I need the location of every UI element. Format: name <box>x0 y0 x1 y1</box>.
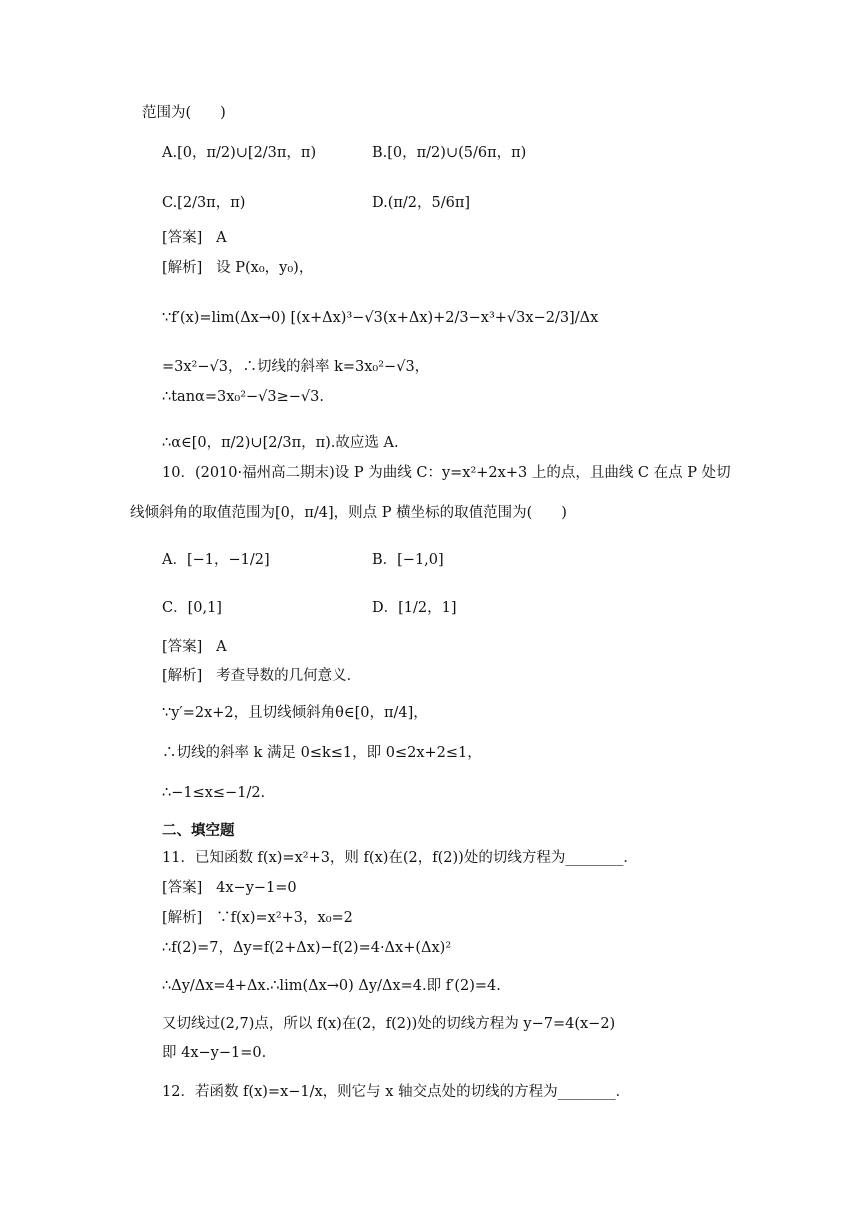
q11-step-tangent: 又切线过(2,7)点，所以 f(x)在(2，f(2))处的切线方程为 y−7=4(x−2) <box>162 1016 616 1032</box>
answer-label: [答案] <box>162 880 203 896</box>
analysis-step: ∵f(x)=x²+3，x₀=2 <box>216 910 353 926</box>
analysis-label: [解析] <box>162 668 203 684</box>
q11-analysis-row <box>162 908 353 928</box>
q9-option-d: D.(π/2，5/6π] <box>372 195 471 211</box>
q12-stem: 12．若函数 f(x)=x−1/x，则它与 x 轴交点处的切线的方程为________． <box>162 1084 631 1100</box>
q10-stem-line2: 线倾斜角的取值范围为[0，π/4]，则点 P 横坐标的取值范围为( ) <box>130 505 567 521</box>
answer-value: 4x−y−1=0 <box>216 880 297 896</box>
q9-analysis-row <box>162 258 313 278</box>
q11-step-limit: ∴Δy/Δx=4+Δx.∴lim(Δx→0) Δy/Δx=4.即 f′(2)=4. <box>162 978 501 994</box>
q10-option-d: D．[1/2，1] <box>372 600 457 616</box>
analysis-step: 设 P(x₀，y₀)， <box>216 260 314 276</box>
q9-option-a: A.[0，π/2)∪[2/3π，π) <box>162 145 317 161</box>
q10-option-c: C．[0,1] <box>162 600 222 616</box>
q11-step-result: 即 4x−y−1=0. <box>162 1045 267 1061</box>
answer-value: A <box>216 230 227 246</box>
q10-step-slope: ∴切线的斜率 k 满足 0≤k≤1，即 0≤2x+2≤1， <box>162 745 482 761</box>
q10-stem-line1: 10．(2010·福州高二期末)设 P 为曲线 C：y=x²+2x+3 上的点，且曲线 C 在点 P 处切 <box>162 465 731 481</box>
q9-step-tan: ∴tanα=3x₀²−√3≥−√3. <box>162 389 324 405</box>
q9-option-b: B.[0，π/2)∪(5/6π，π) <box>372 145 527 161</box>
q10-step-derivative: ∵y′=2x+2，且切线倾斜角θ∈[0，π/4]， <box>162 705 428 721</box>
q9-stem-tail: 范围为( ) <box>142 105 226 121</box>
q11-answer-row <box>162 878 297 898</box>
q10-step-conclusion: ∴−1≤x≤−1/2. <box>162 785 266 801</box>
answer-label: [答案] <box>162 230 203 246</box>
answer-value: A <box>216 639 227 655</box>
q11-step-delta: ∴f(2)=7，Δy=f(2+Δx)−f(2)=4·Δx+(Δx)² <box>162 940 452 956</box>
analysis-step: 考查导数的几何意义． <box>216 668 362 684</box>
q9-step-slope: =3x²−√3，∴切线的斜率 k=3x₀²−√3， <box>162 359 430 375</box>
q9-step-derivative: ∵f′(x)=lim(Δx→0) [(x+Δx)³−√3(x+Δx)+2/3−x³+√3x−2/3]/Δx <box>162 310 599 326</box>
q9-option-c: C.[2/3π，π) <box>162 195 246 211</box>
q11-stem: 11．已知函数 f(x)=x²+3，则 f(x)在(2，f(2))处的切线方程为________． <box>162 850 638 866</box>
section-title: 二、填空题 <box>162 822 235 839</box>
analysis-label: [解析] <box>162 260 203 276</box>
q9-answer-row <box>162 228 227 248</box>
q10-answer-row <box>162 637 227 657</box>
q10-option-a: A．[−1，−1/2] <box>162 552 270 568</box>
q10-option-b: B．[−1,0] <box>372 552 444 568</box>
q9-step-conclusion: ∴α∈[0，π/2)∪[2/3π，π).故应选 A. <box>162 435 399 451</box>
q10-analysis-row <box>162 666 361 686</box>
answer-label: [答案] <box>162 639 203 655</box>
analysis-label: [解析] <box>162 910 203 926</box>
